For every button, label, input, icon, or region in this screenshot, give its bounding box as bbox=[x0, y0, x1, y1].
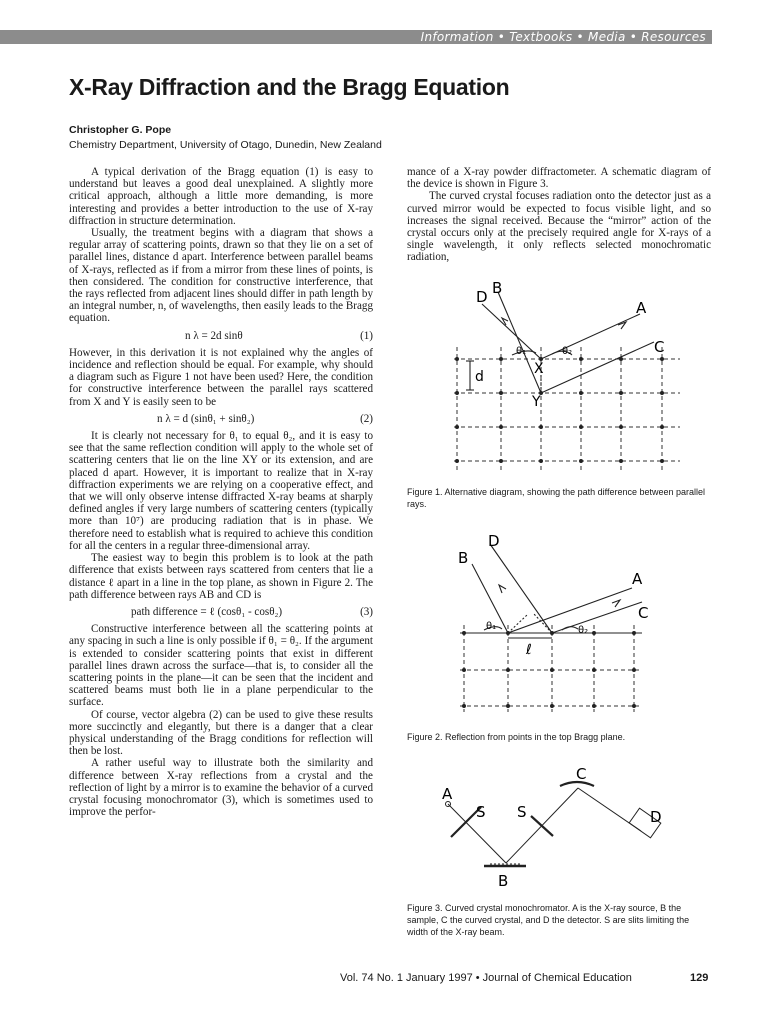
equation-text: path difference = ℓ (cosθ₁ - cosθ₂) bbox=[131, 605, 283, 618]
equation-3 bbox=[69, 606, 373, 618]
equation-text: n λ = d (sinθ₁ + sinθ₂) bbox=[157, 412, 255, 425]
label-y: Y bbox=[532, 394, 541, 410]
label-theta1: θ₁ bbox=[516, 346, 527, 357]
label-x: X bbox=[534, 361, 544, 377]
label-a: A bbox=[632, 570, 643, 588]
right-column bbox=[407, 166, 711, 264]
page-number: 129 bbox=[690, 972, 709, 984]
label-d: D bbox=[476, 288, 488, 306]
equation-number: (2) bbox=[360, 412, 373, 425]
label-theta2: θ₂ bbox=[578, 625, 589, 636]
paragraph: A rather useful way to illustrate both the similarity and difference between X-ray reflections from a crystal and the reflection of light by a mirror is to examine the behavior of a curved crystal focusing monochromator (3), which is sometimes used to improve the perfor- bbox=[69, 757, 373, 819]
left-column bbox=[69, 166, 373, 818]
author-affiliation: Chemistry Department, University of Otago, Dunedin, New Zealand bbox=[69, 139, 382, 151]
figure-3-caption: Figure 3. Curved crystal monochromator. A is the X-ray source, B the sample, C the curved crystal, and D the detector. S are slits limiting the width of the X-ray beam. bbox=[407, 903, 690, 937]
label-theta2: θ₂ bbox=[562, 346, 573, 357]
label-d: D bbox=[650, 808, 662, 826]
label-b: B bbox=[498, 872, 509, 890]
label-c: C bbox=[638, 604, 649, 622]
paragraph: The curved crystal focuses radiation onto the detector just as a curved mirror would be expected to focus visible light, and so increases the signal received. Because the “mirror” action of the crystal occurs only at the precisely required angle for X-rays of a single wavelength, it only reflects selected monochromatic radiation, bbox=[407, 190, 711, 264]
paragraph: Usually, the treatment begins with a diagram that shows a regular array of scattering points, drawn so that they lie on a set of parallel lines, distance d apart. Interference between parallel beams of X-rays, reflected as if from a mirror from these lines of points, is then considered. The condition for constructive interference, that the rays reflected from adjacent lines should differ in path length by an integral number, n, of wavelengths, then easily leads to the Bragg equation. bbox=[69, 227, 373, 325]
paragraph: The easiest way to begin this problem is to look at the path difference that exists between rays scattered from centers that lie a distance ℓ apart in a line in the top plane, as shown in Figure 2. The path difference between rays AB and CD is bbox=[69, 552, 373, 601]
label-c: C bbox=[654, 338, 665, 356]
label-c: C bbox=[576, 765, 587, 783]
equation-number: (3) bbox=[360, 605, 373, 618]
equation-2 bbox=[69, 413, 373, 425]
equation-1 bbox=[69, 330, 373, 342]
label-a: A bbox=[442, 785, 453, 803]
article-title: X-Ray Diffraction and the Bragg Equation bbox=[69, 74, 510, 100]
paragraph: It is clearly not necessary for θ₁ to equal θ₂, and it is easy to see that the same reflection condition will apply to the whole set of scattering centers that lie on the line XY or its extension, and are placed d apart. However, it is important to realize that in X-ray diffraction experiments we are relying on a cooperative effect, and that we will only observe intense diffracted X-ray beams at sharply defined angles if very large numbers of scattering centers (typically more than 10⁷) are producing radiation that is in phase. We therefore need to establish what is required to achieve this condition for all the centers in a regular three-dimensional array. bbox=[69, 430, 373, 552]
label-s1: S bbox=[476, 803, 486, 821]
paragraph: mance of a X-ray powder diffractometer. A schematic diagram of the device is shown in Figure 3. bbox=[407, 166, 711, 191]
label-b: B bbox=[458, 549, 469, 567]
label-b: B bbox=[492, 282, 503, 297]
figure-2-caption: Figure 2. Reflection from points in the top Bragg plane. bbox=[407, 732, 626, 742]
journal-citation: Vol. 74 No. 1 January 1997 • Journal of Chemical Education bbox=[340, 972, 632, 984]
label-d: D bbox=[488, 532, 500, 550]
banner-text: Information • Textbooks • Media • Resources bbox=[420, 30, 706, 44]
label-a: A bbox=[636, 299, 647, 317]
paragraph: Of course, vector algebra (2) can be used to give these results more succinctly and elegantly, but there is a danger that a clear physical understanding of the Bragg conditions for reflection will then be lost. bbox=[69, 708, 373, 758]
journal-section-banner bbox=[0, 30, 712, 44]
label-s2: S bbox=[517, 803, 527, 821]
label-d-spacing: d bbox=[475, 369, 484, 385]
equation-number: (1) bbox=[360, 329, 373, 342]
paragraph: A typical derivation of the Bragg equation (1) is easy to understand but leaves a good deal unexplained. A slightly more critical approach, although a little more demanding, is more interesting and provides a better introduction to the use of X-ray diffraction in structure determination. bbox=[69, 166, 373, 227]
figure-3-diagram bbox=[436, 762, 696, 892]
label-theta1: θ₁ bbox=[486, 621, 497, 632]
paragraph: However, in this derivation it is not explained why the angles of incidence and reflection should be equal. For example, why should a diagram such as Figure 1 not have been used? Here, the condition for constructive interference between the parallel rays scattered from X and Y is easily seen to be bbox=[69, 346, 373, 408]
figure-1-diagram bbox=[440, 282, 710, 477]
paragraph: Constructive interference between all the scattering points at any spacing in such a line is only possible if θ₁ = θ₂. If the argument is extended to consider scattering points that exist in different parallel lines drawn across the surface—that is, to consider all the scattering points in the plane—it can be seen that the incident and scattered beams must both lie in a plane perpendicular to the surface. bbox=[69, 623, 373, 709]
figure-1-caption: Figure 1. Alternative diagram, showing the path difference between parallel rays. bbox=[407, 487, 706, 509]
figure-2-diagram bbox=[452, 530, 712, 715]
author-name: Christopher G. Pope bbox=[69, 124, 172, 136]
label-l: ℓ bbox=[526, 642, 532, 658]
equation-text: n λ = 2d sinθ bbox=[185, 329, 243, 342]
